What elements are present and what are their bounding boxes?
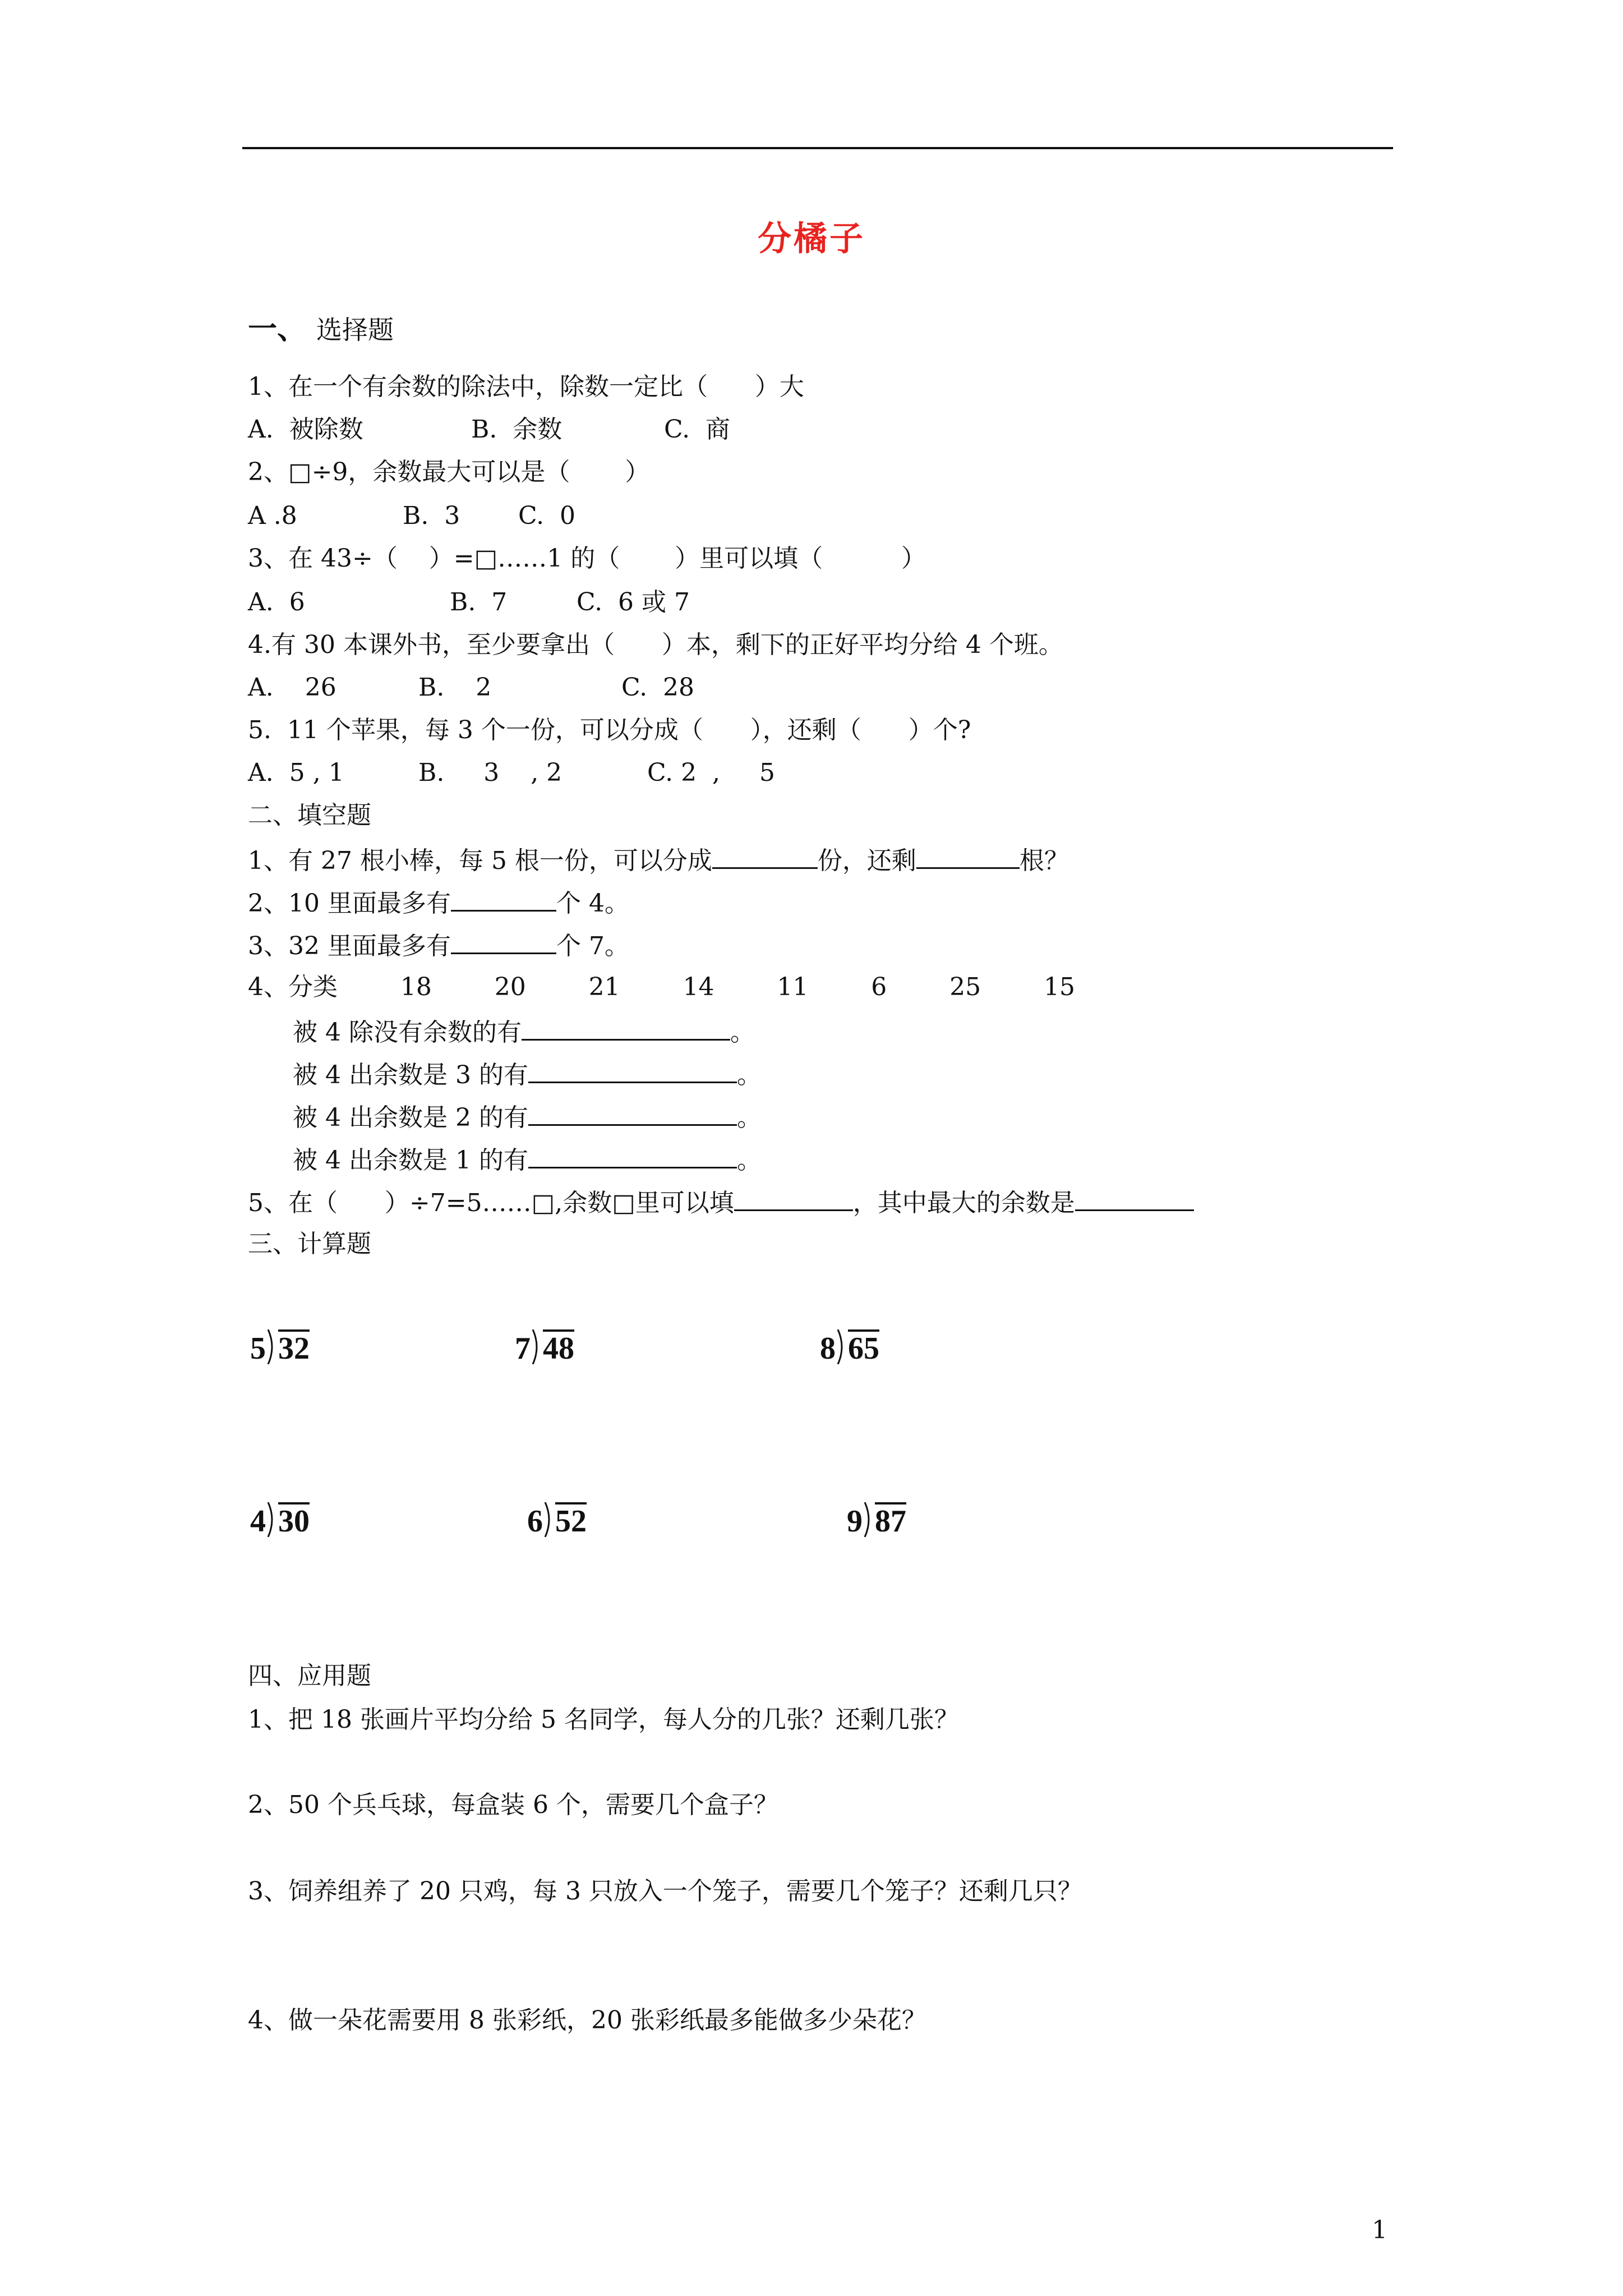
classify-label: 被 4 出余数是 1 的有	[293, 1146, 528, 1175]
dividend: 48	[543, 1329, 574, 1364]
section-1-number: 一、	[248, 312, 307, 346]
answer-blank[interactable]	[1075, 1187, 1194, 1211]
dividend: 65	[848, 1329, 879, 1364]
option-b: B. 7	[450, 588, 508, 616]
long-division-problem	[250, 1502, 310, 1537]
classify-label: 被 4 除没有余数的有	[293, 1018, 522, 1047]
answer-blank[interactable]	[451, 887, 556, 912]
long-division-problem	[847, 1502, 906, 1537]
word-problem-4: 4、做一朵花需要用 8 张彩纸，20 张彩纸最多能做多少朵花？	[248, 2006, 926, 2035]
section-1-label: 选择题	[316, 315, 394, 345]
answer-blank[interactable]	[712, 845, 818, 869]
option-a: A. 5 , 1	[248, 758, 344, 787]
division-bracket-icon	[544, 1502, 554, 1537]
answer-blank[interactable]	[451, 930, 556, 954]
division-bracket-icon	[837, 1329, 847, 1364]
period: 。	[736, 1061, 762, 1089]
dividend: 52	[555, 1502, 587, 1537]
divisor: 4	[250, 1504, 266, 1539]
option-c: C. 6 或 7	[577, 588, 690, 616]
fill-1-text-a: 1、有 27 根小棒，每 5 根一份，可以分成	[248, 846, 712, 875]
long-division-problem	[250, 1329, 310, 1364]
long-division-problem	[515, 1329, 574, 1364]
option-b: B. 3 , 2	[418, 758, 562, 787]
section-2-heading: 二、填空题	[248, 801, 371, 830]
question-5-options	[248, 758, 775, 788]
option-a: A. 26	[248, 673, 336, 702]
answer-blank[interactable]	[522, 1016, 730, 1041]
divisor: 5	[250, 1331, 266, 1366]
classify-label: 被 4 出余数是 2 的有	[293, 1103, 528, 1132]
fill-3-text-a: 3、32 里面最多有	[248, 932, 451, 960]
fill-question-4: 4、分类 18 20 21 14 11 6 25 15	[248, 973, 1076, 1001]
division-bracket-icon	[267, 1502, 277, 1537]
question-1: 1、在一个有余数的除法中，除数一定比（ ）大	[248, 372, 804, 401]
option-c: C. 2 , 5	[647, 758, 775, 787]
option-a: A. 6	[248, 588, 305, 616]
fill-question-5	[248, 1187, 1194, 1218]
word-problem-1: 1、把 18 张画片平均分给 5 名同学，每人分的几张？还剩几张？	[248, 1705, 959, 1734]
fill-1-text-c: 根？	[1019, 846, 1069, 875]
question-4: 4.有 30 本课外书，至少要拿出（ ）本，剩下的正好平均分给 4 个班。	[248, 631, 1063, 659]
answer-blank[interactable]	[734, 1187, 853, 1211]
classify-row	[293, 1016, 755, 1048]
divisor: 7	[515, 1331, 531, 1366]
option-b: B. 2	[418, 673, 492, 702]
dividend: 32	[278, 1329, 310, 1364]
dividend: 87	[875, 1502, 906, 1537]
period: 。	[730, 1018, 755, 1047]
question-2: 2、□÷9，余数最大可以是（ ）	[248, 458, 650, 486]
fill-question-2	[248, 887, 629, 919]
question-3-options	[248, 588, 690, 618]
section-1-heading	[248, 312, 394, 347]
divisor: 6	[527, 1504, 543, 1539]
option-c: C. 0	[518, 501, 576, 530]
fill-question-1	[248, 845, 1069, 876]
question-1-options	[248, 415, 730, 445]
header-rule	[242, 147, 1393, 149]
option-c: C. 28	[621, 673, 695, 702]
question-5: 5. 11 个苹果，每 3 个一份，可以分成（ ），还剩（ ）个?	[248, 716, 971, 744]
long-division-problem	[820, 1329, 879, 1364]
option-a: A. 被除数	[248, 415, 363, 444]
period: 。	[736, 1103, 762, 1132]
option-b: B. 余数	[471, 415, 562, 444]
period: 。	[736, 1146, 762, 1175]
section-3-heading: 三、计算题	[248, 1230, 371, 1258]
option-c: C. 商	[664, 415, 731, 444]
page-title: 分橘子	[758, 219, 865, 259]
divisor: 8	[820, 1331, 836, 1366]
fill-2-text-a: 2、10 里面最多有	[248, 889, 451, 918]
word-problem-3: 3、饲养组养了 20 只鸡，每 3 只放入一个笼子，需要几个笼子？还剩几只？	[248, 1877, 1082, 1906]
dividend: 30	[278, 1502, 310, 1537]
division-bracket-icon	[267, 1329, 277, 1364]
fill-question-3	[248, 930, 629, 961]
page-number: 1	[1372, 2216, 1387, 2244]
fill-5-text-a: 5、在（ ）÷7=5……□,余数□里可以填	[248, 1189, 734, 1217]
answer-blank[interactable]	[528, 1144, 737, 1168]
classify-row	[293, 1144, 762, 1176]
question-3: 3、在 43÷（ ）=□……1 的（ ）里可以填（ ）	[248, 544, 926, 573]
section-4-heading: 四、应用题	[248, 1662, 371, 1690]
classify-row	[293, 1102, 762, 1133]
divisor: 9	[847, 1504, 863, 1539]
classify-row	[293, 1059, 762, 1091]
fill-3-text-b: 个 7。	[556, 932, 629, 960]
word-problem-2: 2、50 个兵乓球，每盒装 6 个，需要几个盒子？	[248, 1791, 778, 1819]
option-b: B. 3	[403, 501, 460, 530]
question-2-options	[248, 501, 575, 531]
answer-blank[interactable]	[916, 845, 1020, 869]
long-division-problem	[527, 1502, 587, 1537]
fill-1-text-b: 份，还剩	[817, 846, 916, 875]
answer-blank[interactable]	[528, 1059, 737, 1083]
option-a: A .8	[248, 501, 297, 530]
classify-label: 被 4 出余数是 3 的有	[293, 1061, 528, 1089]
fill-5-text-b: ，其中最大的余数是	[852, 1189, 1075, 1217]
fill-2-text-b: 个 4。	[556, 889, 629, 918]
division-bracket-icon	[532, 1329, 542, 1364]
answer-blank[interactable]	[528, 1102, 737, 1126]
question-4-options	[248, 673, 694, 703]
division-bracket-icon	[864, 1502, 874, 1537]
